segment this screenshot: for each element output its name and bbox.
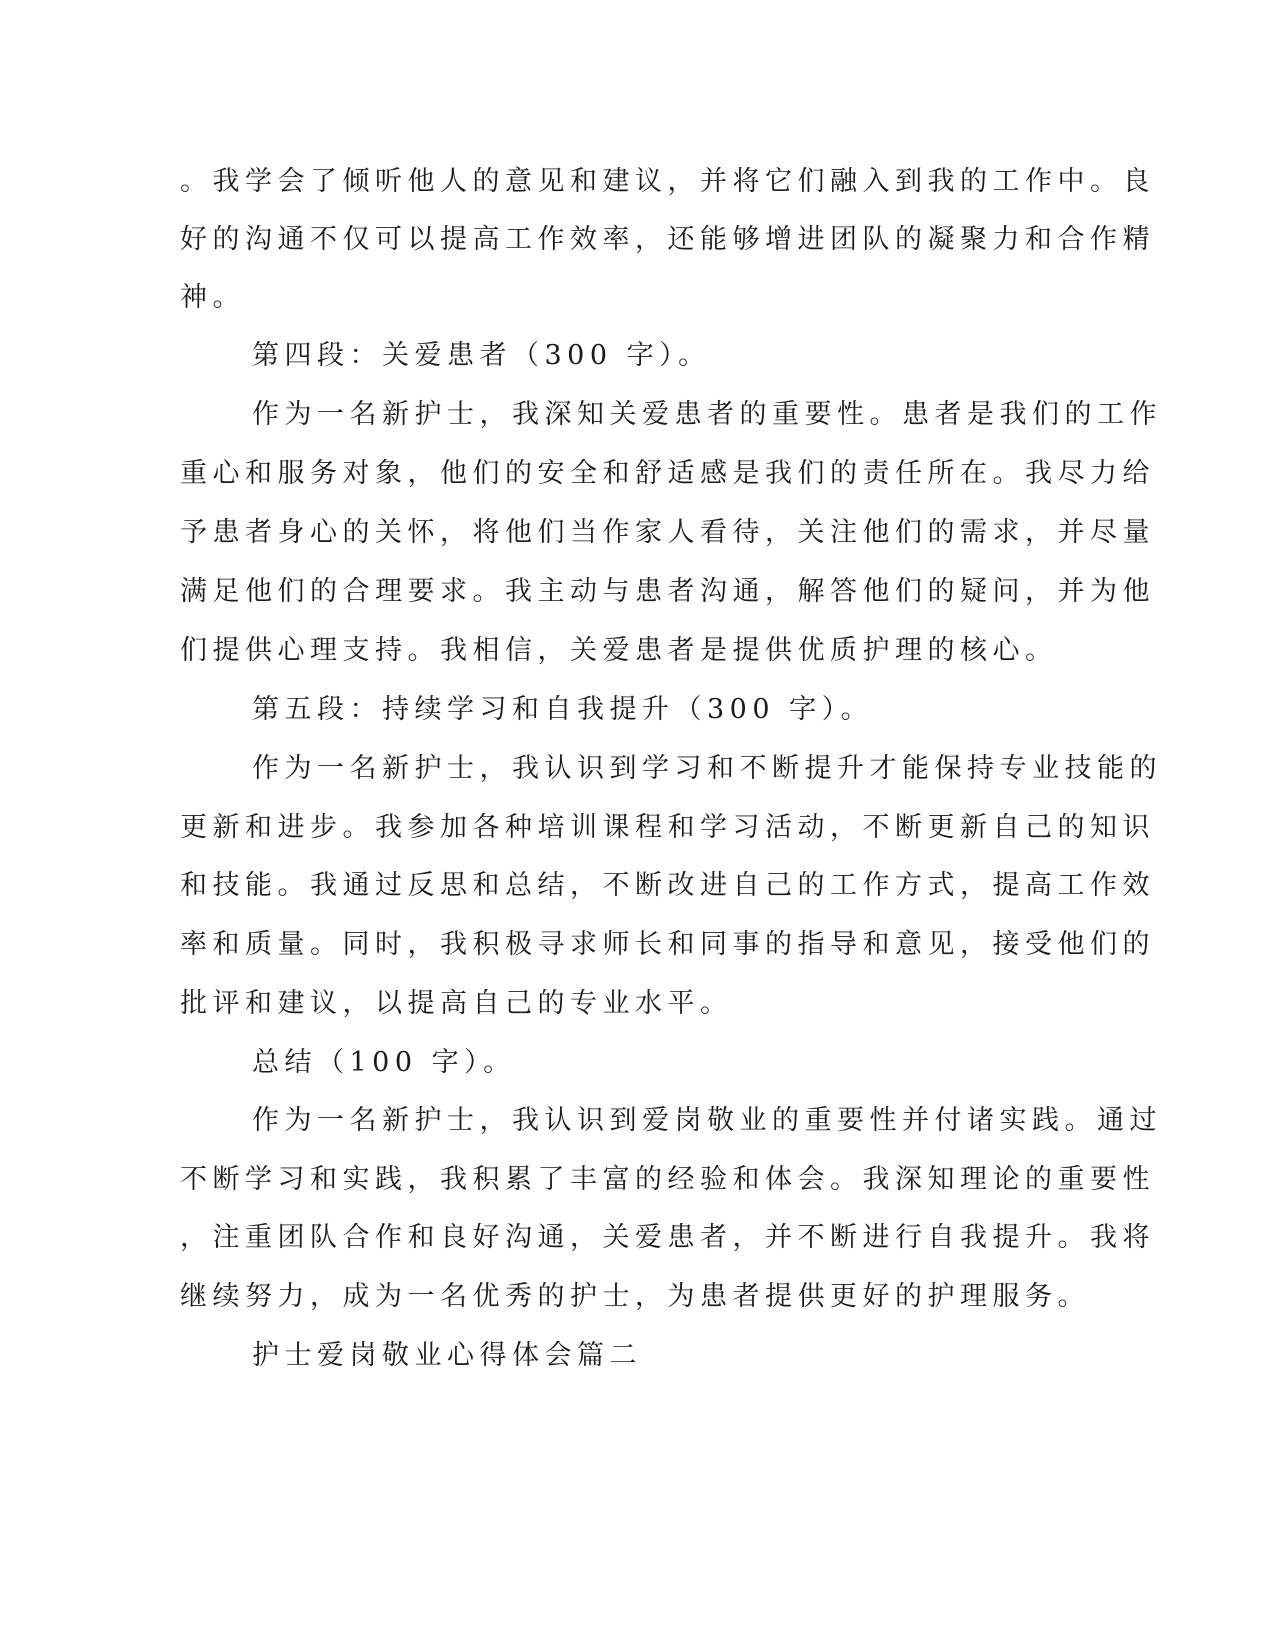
paragraph-line: 更新和进步。我参加各种培训课程和学习活动，不断更新自己的知识 (180, 812, 1155, 843)
text-line: 好的沟通不仅可以提高工作效率，还能够增进团队的凝聚力和合作精 (180, 224, 1155, 255)
text-line: 神。 (180, 282, 245, 313)
paragraph-line: 作为一名新护士，我深知关爱患者的重要性。患者是我们的工作 (252, 399, 1162, 430)
section-heading: 第四段：关爱患者（300 字）。 (252, 340, 711, 371)
article-title: 护士爱岗敬业心得体会篇二 (252, 1340, 642, 1371)
paragraph-line: 和技能。我通过反思和总结，不断改进自己的工作方式，提高工作效 (180, 870, 1155, 901)
paragraph-line: 重心和服务对象，他们的安全和舒适感是我们的责任所在。我尽力给 (180, 458, 1155, 489)
paragraph-line: 继续努力，成为一名优秀的护士，为患者提供更好的护理服务。 (180, 1281, 1090, 1312)
text-line: 。我学会了倾听他人的意见和建议，并将它们融入到我的工作中。良 (180, 166, 1155, 197)
section-heading: 第五段：持续学习和自我提升（300 字）。 (252, 694, 874, 725)
paragraph-line: 作为一名新护士，我认识到学习和不断提升才能保持专业技能的 (252, 753, 1162, 784)
paragraph-line: 予患者身心的关怀，将他们当作家人看待，关注他们的需求，并尽量 (180, 517, 1155, 548)
paragraph-line: 作为一名新护士，我认识到爱岗敬业的重要性并付诸实践。通过 (252, 1105, 1162, 1136)
paragraph-line: 率和质量。同时，我积极寻求师长和同事的指导和意见，接受他们的 (180, 929, 1155, 960)
paragraph-line: 批评和建议，以提高自己的专业水平。 (180, 988, 733, 1019)
paragraph-line: 满足他们的合理要求。我主动与患者沟通，解答他们的疑问，并为他 (180, 576, 1155, 607)
paragraph-line: 们提供心理支持。我相信，关爱患者是提供优质护理的核心。 (180, 635, 1058, 666)
section-heading: 总结（100 字）。 (252, 1047, 516, 1078)
paragraph-line: ，注重团队合作和良好沟通，关爱患者，并不断进行自我提升。我将 (180, 1222, 1155, 1253)
paragraph-line: 不断学习和实践，我积累了丰富的经验和体会。我深知理论的重要性 (180, 1164, 1155, 1195)
